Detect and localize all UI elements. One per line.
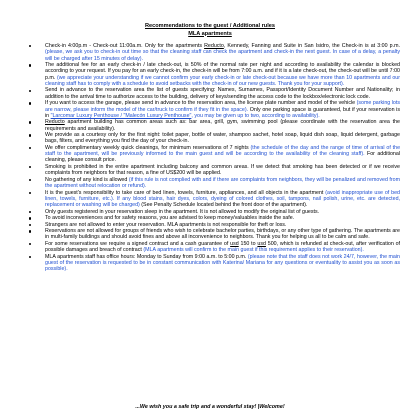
rule-note: (avoid inappropriate use of bed linen, towels, furniture, etc.). If any blood stains, hair dyes, colors, dyeing of colored clothes, soil, tampons, nail polish, urine, etc. are detected, replacement or washing will be charged) — [45, 189, 400, 209]
rule-note: (please, we ask you to check-in out time so that the cleaning staff can check the apartment and check-in the next guest. In case of a delay, a penalty will be charged after 15 minutes of delay). — [45, 49, 400, 62]
rule-note: (the schedule of the day and the range of time of arrival of the staff to the apartment, will be previously informed to the main guest and will be according to the availability of the cleaning staff). — [45, 144, 401, 158]
rule-text: Reducto — [45, 119, 65, 126]
rule-text: If you want to access the garage, please send in advance to the reservation area, the license plate number and model of the vehicle — [45, 100, 357, 107]
document-subtitle: MLA apartments — [188, 30, 232, 37]
rule-item — [28, 87, 400, 100]
rule-text: We provide as a courtesy only for the first night: toilet paper, bottle of water, shampoo sachet, hotel soap, liquid dish soap, liquid detergent, garbage bags, filters, and everything you find the day of your check-in. — [45, 132, 400, 145]
rule-text: usd — [230, 240, 239, 247]
rule-text: Reservations are not allowed for groups of friends who wish to celebrate bachelor parties, birthdays, or any other type of gathering. The apartments are in multi-family buildings and should avoid fines and above all inconvenience to neighbors. Thank you for helping us all to be calm and safe. — [45, 228, 400, 241]
rule-item — [28, 222, 400, 228]
rule-text: (See Penalty Schedule located behind the front door of the apartment). — [139, 202, 308, 209]
rule-item — [28, 228, 400, 241]
rule-note: (please note that the staff does not work 24/7, however, the main guest of the reservation is requested to be in constant communication with Katerina/ Mariana for any questions or eventuality to assist you as soon as possible). — [45, 253, 400, 273]
rule-note: (MLA apartments will confirm to the main guest if this requirement applies to their reservation). — [143, 247, 364, 254]
rule-text: We offer complimentary weekly quick cleanings, for minimum reservations of 7 nights — [45, 144, 251, 151]
rule-item — [28, 164, 400, 177]
rule-text: Strangers are not allowed to enter your reservation. MLA apartments is not responsible for theft or loss. — [45, 221, 287, 228]
rule-item — [28, 190, 400, 209]
rule-item — [28, 100, 400, 119]
rule-item — [28, 145, 400, 164]
rule-text: No gathering of any kind is allowed — [45, 176, 129, 183]
rule-text: Check-in 4:00p.m - Check-out 11:00a.m. Only for the apartments — [45, 43, 205, 49]
rule-item — [28, 119, 400, 132]
rule-text: Only guests registered in your reservation sleep in the apartment. It is not allowed to modify the original list of guests. — [45, 208, 320, 215]
rule-text: 500, which is refunded at check-out, after verification of possible damages and breach of contract — [45, 240, 400, 254]
rule-item — [28, 241, 400, 254]
rule-item — [28, 215, 400, 221]
rule-item — [28, 132, 400, 145]
rule-item — [28, 254, 400, 273]
rule-text: usd — [257, 240, 266, 247]
rule-text: Reducto — [204, 43, 224, 49]
rule-text: For additional cleaning, please consult price. — [45, 151, 400, 164]
rules-list — [28, 43, 400, 273]
rule-text: Smoking is prohibited in the entire apartment including balcony and common areas. If we detect that smoking has been detected or if we receive complaints from neighbors for that reason, a fine of US$200 will be applied. — [45, 163, 400, 177]
rule-text: MLA apartments staff has office hours: Monday to Sunday from 9:00 a.m. to 5:00 p.m. — [45, 253, 248, 260]
rule-text: To avoid inconveniences and for safety reasons, you are advised to keep money/valuables inside the safe. — [45, 215, 295, 222]
rule-note: , you may be given up to two, according to availability). — [191, 112, 320, 119]
rule-text: Only one parking space is guaranteed, but if your reservation is in — [45, 106, 400, 119]
rule-text: apartment building has common areas such as: bar area, grill, gym, swimming pool (please coordinate with the reservation area the requirements and availability). — [45, 119, 400, 132]
rule-item — [28, 209, 400, 215]
rule-text: The additional fee for an early check-in / late check-out, is 50% of the normal rate per night and according to availability the calendar is blocked according to your request. If you pay for an early check-in, the check-in will be from 7:00 a.m. and if it is a late check-out, the check-out will be until 7:00 p.m. — [45, 62, 400, 81]
rule-note: (some parking lots are narrow, please inform the model of the car/truck to confirm if they fit in the space). — [45, 100, 400, 113]
rule-text: Send in advance to the reservation area the list of guests specifying: Names, Surnames, Passport/Identity Document Number and Nationality; in addition to the arrival time to authorize access to the building, delivery of keys/sending the access code to the lockbox/electronic lock code. — [45, 87, 400, 100]
rule-item — [28, 62, 400, 87]
document-title: Recommendations to the guest / Additional rules — [144, 23, 276, 29]
rule-text: , Kennedy, Fanning and Suite in San Isidro, the Check-in is at 3:00 p.m. — [223, 43, 400, 49]
rule-text: It is the guest's responsibility to take care of bed linen, towels, furniture, appliances, and all objects in the apartment — [45, 189, 326, 196]
rule-note: (we appreciate your understanding if we cannot confirm your early check-in or late check-out because we have more than 10 apartments and our cleaning staff has to comply with a schedule to avoid setbacks with the check-in of our new guests. Thank you for your support). — [45, 74, 400, 87]
closing-message: ...We wish you a safe trip and a wonderful stay! |Welcome! — [135, 404, 285, 410]
rule-text: 150 to — [238, 240, 258, 247]
rule-note: (if this rule is not complied with and if there are complaints from neighbors, they will be penalized and removed from the apartment without relocation or refund). — [45, 176, 400, 190]
rule-text: For some reservations we require a signed contract and a cash guarantee of — [45, 240, 231, 247]
rule-item — [28, 43, 400, 62]
rule-note: "Larcomar Luxury Penthouse / "Malecón Luxury Penthouse" — [50, 112, 192, 119]
rule-item — [28, 177, 400, 190]
